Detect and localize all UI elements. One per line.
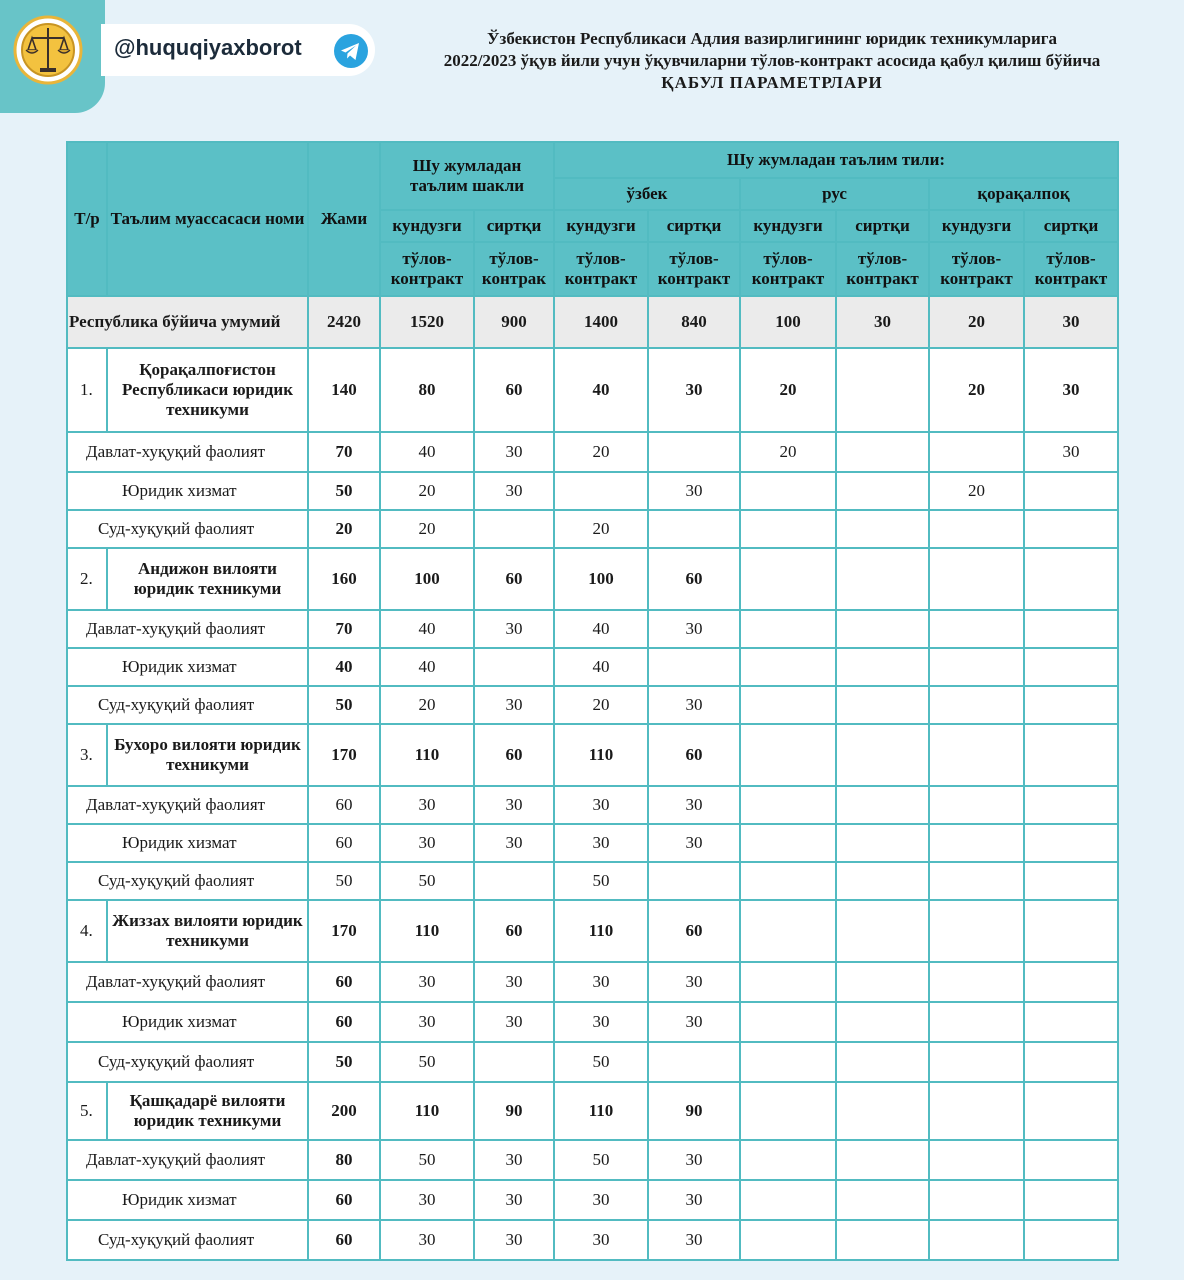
program-cell <box>836 610 929 648</box>
document-title <box>384 28 1160 94</box>
program-cell <box>1024 1220 1118 1260</box>
program-cell <box>740 1002 836 1042</box>
program-cell <box>1024 610 1118 648</box>
program-row <box>67 510 1118 548</box>
program-cell <box>648 648 740 686</box>
program-cell: 60 <box>308 1002 380 1042</box>
program-label: Суд-хуқуқий фаолият <box>67 686 308 724</box>
program-row <box>67 648 1118 686</box>
institution-name: Жиззах вилояти юридик техникуми <box>107 900 308 962</box>
institution-cell: 60 <box>474 900 554 962</box>
telegram-icon[interactable] <box>333 33 369 69</box>
total-row-label: Республика бўйича умумий <box>67 296 308 348</box>
program-cell <box>740 1140 836 1180</box>
col-header-ext: сиртқи <box>1024 210 1118 242</box>
program-cell <box>740 686 836 724</box>
program-cell: 50 <box>308 1042 380 1082</box>
institution-cell: 90 <box>648 1082 740 1140</box>
program-cell <box>929 686 1024 724</box>
program-cell <box>740 824 836 862</box>
col-header-lang-group: Шу жумладан таълим тили: <box>554 142 1118 178</box>
institution-cell: 110 <box>554 1082 648 1140</box>
institution-cell: 90 <box>474 1082 554 1140</box>
institution-cell: 200 <box>308 1082 380 1140</box>
program-cell <box>929 648 1024 686</box>
program-cell: 30 <box>380 1220 474 1260</box>
col-header-pay: тўлов-контрак <box>474 242 554 296</box>
institution-cell <box>1024 724 1118 786</box>
institution-cell: 60 <box>474 724 554 786</box>
col-header-pay: тўлов-контракт <box>648 242 740 296</box>
program-cell: 20 <box>380 510 474 548</box>
program-cell <box>474 510 554 548</box>
program-cell: 20 <box>554 510 648 548</box>
program-cell <box>929 786 1024 824</box>
institution-cell <box>929 724 1024 786</box>
col-header-form-group: Шу жумладан таълим шакли <box>380 142 554 210</box>
program-cell: 30 <box>474 824 554 862</box>
program-cell <box>740 610 836 648</box>
program-cell: 50 <box>380 862 474 900</box>
program-label: Юридик хизмат <box>67 472 308 510</box>
col-header-day: кундузги <box>929 210 1024 242</box>
program-cell: 20 <box>554 686 648 724</box>
institution-cell: 60 <box>648 724 740 786</box>
program-cell: 70 <box>308 432 380 472</box>
col-header-pay: тўлов-контракт <box>929 242 1024 296</box>
program-label: Суд-хуқуқий фаолият <box>67 1220 308 1260</box>
program-cell <box>474 862 554 900</box>
institution-cell <box>1024 1082 1118 1140</box>
total-cell: 30 <box>1024 296 1118 348</box>
program-cell: 30 <box>554 1002 648 1042</box>
institution-cell <box>929 900 1024 962</box>
institution-row <box>67 900 1118 962</box>
total-cell: 100 <box>740 296 836 348</box>
col-header-uzbek: ўзбек <box>554 178 740 210</box>
col-header-ext: сиртқи <box>474 210 554 242</box>
institution-number: 3. <box>67 724 107 786</box>
program-cell: 30 <box>474 786 554 824</box>
title-line-3: ҚАБУЛ ПАРАМЕТРЛАРИ <box>661 73 883 92</box>
program-cell: 30 <box>554 1180 648 1220</box>
total-cell: 20 <box>929 296 1024 348</box>
program-cell: 50 <box>308 472 380 510</box>
institution-cell <box>836 1082 929 1140</box>
program-cell: 30 <box>648 786 740 824</box>
program-cell: 30 <box>380 786 474 824</box>
program-cell: 60 <box>308 1220 380 1260</box>
program-cell <box>1024 1042 1118 1082</box>
channel-handle[interactable]: @huquqiyaxborot <box>114 35 302 60</box>
program-cell: 30 <box>648 472 740 510</box>
program-cell <box>836 1220 929 1260</box>
program-cell: 40 <box>380 432 474 472</box>
program-cell: 20 <box>380 686 474 724</box>
program-cell: 30 <box>648 1180 740 1220</box>
program-cell: 30 <box>554 1220 648 1260</box>
program-cell: 20 <box>554 432 648 472</box>
program-cell <box>1024 1002 1118 1042</box>
institution-cell: 20 <box>740 348 836 432</box>
program-label: Юридик хизмат <box>67 824 308 862</box>
program-label: Юридик хизмат <box>67 1180 308 1220</box>
program-cell: 30 <box>648 824 740 862</box>
program-cell: 50 <box>308 862 380 900</box>
institution-cell <box>740 548 836 610</box>
total-cell: 2420 <box>308 296 380 348</box>
program-cell <box>474 1042 554 1082</box>
institution-cell: 110 <box>380 724 474 786</box>
institution-cell: 60 <box>474 548 554 610</box>
program-label: Давлат-хуқуқий фаолият <box>67 962 308 1002</box>
program-label: Давлат-хуқуқий фаолият <box>67 610 308 648</box>
program-cell <box>740 1220 836 1260</box>
institution-cell <box>836 348 929 432</box>
program-label: Суд-хуқуқий фаолият <box>67 510 308 548</box>
col-header-ext: сиртқи <box>836 210 929 242</box>
institution-cell <box>740 724 836 786</box>
col-header-ext: сиртқи <box>648 210 740 242</box>
institution-cell: 60 <box>474 348 554 432</box>
program-cell: 30 <box>474 1140 554 1180</box>
total-cell: 900 <box>474 296 554 348</box>
program-cell: 30 <box>554 786 648 824</box>
program-cell: 30 <box>380 1180 474 1220</box>
program-cell: 30 <box>648 1002 740 1042</box>
total-row <box>67 296 1118 348</box>
program-label: Давлат-хуқуқий фаолият <box>67 432 308 472</box>
program-cell: 80 <box>308 1140 380 1180</box>
program-cell <box>740 648 836 686</box>
institution-name: Бухоро вилояти юридик техникуми <box>107 724 308 786</box>
total-cell: 30 <box>836 296 929 348</box>
program-row <box>67 786 1118 824</box>
program-row <box>67 610 1118 648</box>
program-cell: 40 <box>380 610 474 648</box>
institution-cell: 110 <box>554 724 648 786</box>
program-cell: 20 <box>740 432 836 472</box>
program-cell: 50 <box>554 1042 648 1082</box>
program-cell: 30 <box>648 686 740 724</box>
institution-cell: 110 <box>380 1082 474 1140</box>
institution-cell: 40 <box>554 348 648 432</box>
col-header-russian: рус <box>740 178 929 210</box>
program-cell <box>1024 510 1118 548</box>
program-cell <box>1024 472 1118 510</box>
program-cell <box>836 686 929 724</box>
program-row <box>67 1140 1118 1180</box>
institution-cell <box>1024 900 1118 962</box>
program-label: Суд-хуқуқий фаолият <box>67 862 308 900</box>
institution-cell <box>836 548 929 610</box>
program-cell: 30 <box>474 610 554 648</box>
program-row <box>67 962 1118 1002</box>
col-header-num: Т/р <box>67 142 107 296</box>
program-cell <box>1024 786 1118 824</box>
total-cell: 1400 <box>554 296 648 348</box>
institution-cell: 160 <box>308 548 380 610</box>
col-header-pay: тўлов-контракт <box>554 242 648 296</box>
col-header-karakalpak: қорақалпоқ <box>929 178 1118 210</box>
program-cell: 30 <box>648 962 740 1002</box>
institution-number: 1. <box>67 348 107 432</box>
institution-cell: 100 <box>380 548 474 610</box>
program-cell <box>836 510 929 548</box>
col-header-total: Жами <box>308 142 380 296</box>
program-cell <box>740 1180 836 1220</box>
program-cell: 50 <box>554 1140 648 1180</box>
program-cell: 30 <box>474 1002 554 1042</box>
brand-block <box>0 0 105 113</box>
program-cell: 60 <box>308 1180 380 1220</box>
program-cell: 30 <box>648 610 740 648</box>
justice-emblem-icon <box>12 14 84 86</box>
total-cell: 1520 <box>380 296 474 348</box>
program-cell <box>836 1140 929 1180</box>
program-cell: 70 <box>308 610 380 648</box>
program-cell: 60 <box>308 786 380 824</box>
program-cell <box>929 1002 1024 1042</box>
program-cell <box>836 1002 929 1042</box>
program-cell <box>740 862 836 900</box>
program-cell <box>836 1180 929 1220</box>
institution-row <box>67 1082 1118 1140</box>
program-row <box>67 1042 1118 1082</box>
program-cell: 50 <box>554 862 648 900</box>
program-cell: 50 <box>380 1140 474 1180</box>
program-row <box>67 1220 1118 1260</box>
institution-cell: 170 <box>308 724 380 786</box>
program-label: Юридик хизмат <box>67 1002 308 1042</box>
institution-name: Андижон вилояти юридик техникуми <box>107 548 308 610</box>
institution-name: Қорақалпоғистон Республикаси юридик техникуми <box>107 348 308 432</box>
program-row <box>67 824 1118 862</box>
title-line-2: 2022/2023 ўқув йили учун ўқувчиларни тўлов-контракт асосида қабул қилиш бўйича <box>443 51 1101 70</box>
title-line-1: Ўзбекистон Республикаси Адлия вазирлигининг юридик техникумларига <box>487 29 1057 48</box>
program-cell <box>929 432 1024 472</box>
program-cell: 30 <box>474 472 554 510</box>
program-cell: 30 <box>474 962 554 1002</box>
program-cell <box>929 1180 1024 1220</box>
admission-table <box>66 141 1119 1261</box>
institution-cell <box>740 1082 836 1140</box>
program-label: Суд-хуқуқий фаолият <box>67 1042 308 1082</box>
program-cell <box>929 1042 1024 1082</box>
program-cell <box>1024 962 1118 1002</box>
institution-cell: 60 <box>648 548 740 610</box>
institution-row <box>67 724 1118 786</box>
program-cell <box>929 510 1024 548</box>
program-cell: 30 <box>648 1140 740 1180</box>
program-cell: 20 <box>308 510 380 548</box>
program-cell <box>740 510 836 548</box>
program-cell <box>836 1042 929 1082</box>
program-cell <box>836 862 929 900</box>
program-cell: 30 <box>474 1220 554 1260</box>
col-header-day: кундузги <box>380 210 474 242</box>
program-cell <box>554 472 648 510</box>
program-cell <box>836 648 929 686</box>
program-cell <box>740 962 836 1002</box>
program-cell: 20 <box>380 472 474 510</box>
program-cell: 30 <box>1024 432 1118 472</box>
program-cell: 30 <box>554 824 648 862</box>
program-cell: 60 <box>308 824 380 862</box>
institution-number: 4. <box>67 900 107 962</box>
institution-cell: 60 <box>648 900 740 962</box>
program-cell <box>474 648 554 686</box>
program-label: Юридик хизмат <box>67 648 308 686</box>
institution-cell: 80 <box>380 348 474 432</box>
program-row <box>67 472 1118 510</box>
program-cell: 30 <box>648 1220 740 1260</box>
program-cell <box>929 1220 1024 1260</box>
institution-cell: 30 <box>648 348 740 432</box>
institution-row <box>67 348 1118 432</box>
col-header-day: кундузги <box>554 210 648 242</box>
institution-cell <box>836 724 929 786</box>
program-cell <box>1024 824 1118 862</box>
institution-cell: 100 <box>554 548 648 610</box>
institution-cell <box>929 1082 1024 1140</box>
program-cell <box>836 472 929 510</box>
institution-name: Қашқадарё вилояти юридик техникуми <box>107 1082 308 1140</box>
col-header-day: кундузги <box>740 210 836 242</box>
program-row <box>67 1002 1118 1042</box>
col-header-pay: тўлов-контракт <box>836 242 929 296</box>
institution-cell: 30 <box>1024 348 1118 432</box>
col-header-pay: тўлов-контракт <box>1024 242 1118 296</box>
program-cell: 30 <box>474 686 554 724</box>
program-cell <box>836 786 929 824</box>
institution-cell <box>1024 548 1118 610</box>
channel-handle-badge[interactable] <box>101 24 375 76</box>
program-cell <box>740 472 836 510</box>
program-cell <box>836 824 929 862</box>
col-header-pay: тўлов-контракт <box>380 242 474 296</box>
program-cell: 50 <box>380 1042 474 1082</box>
program-cell: 40 <box>554 648 648 686</box>
col-header-pay: тўлов-контракт <box>740 242 836 296</box>
program-cell: 30 <box>554 962 648 1002</box>
institution-number: 2. <box>67 548 107 610</box>
program-cell <box>740 786 836 824</box>
program-cell <box>836 432 929 472</box>
program-cell <box>648 432 740 472</box>
program-cell <box>929 610 1024 648</box>
program-cell <box>929 962 1024 1002</box>
program-cell: 40 <box>380 648 474 686</box>
program-cell <box>929 824 1024 862</box>
program-cell: 30 <box>380 824 474 862</box>
program-label: Давлат-хуқуқий фаолият <box>67 786 308 824</box>
program-cell: 30 <box>380 1002 474 1042</box>
institution-cell: 110 <box>380 900 474 962</box>
program-cell <box>740 1042 836 1082</box>
program-cell <box>1024 1180 1118 1220</box>
col-header-name: Таълим муассасаси номи <box>107 142 308 296</box>
institution-cell: 110 <box>554 900 648 962</box>
institution-cell: 20 <box>929 348 1024 432</box>
total-cell: 840 <box>648 296 740 348</box>
institution-cell: 170 <box>308 900 380 962</box>
program-cell <box>648 1042 740 1082</box>
program-cell: 30 <box>474 1180 554 1220</box>
program-row <box>67 862 1118 900</box>
program-cell: 30 <box>474 432 554 472</box>
program-cell <box>1024 1140 1118 1180</box>
institution-row <box>67 548 1118 610</box>
program-cell <box>836 962 929 1002</box>
program-cell: 60 <box>308 962 380 1002</box>
program-cell: 20 <box>929 472 1024 510</box>
program-row <box>67 686 1118 724</box>
program-label: Давлат-хуқуқий фаолият <box>67 1140 308 1180</box>
table-body <box>67 296 1118 1260</box>
program-cell <box>648 510 740 548</box>
program-row <box>67 432 1118 472</box>
institution-cell: 140 <box>308 348 380 432</box>
program-cell: 50 <box>308 686 380 724</box>
program-cell <box>1024 648 1118 686</box>
program-cell <box>929 1140 1024 1180</box>
program-cell: 30 <box>380 962 474 1002</box>
program-cell <box>648 862 740 900</box>
program-cell <box>929 862 1024 900</box>
program-cell: 40 <box>308 648 380 686</box>
institution-number: 5. <box>67 1082 107 1140</box>
program-row <box>67 1180 1118 1220</box>
program-cell: 40 <box>554 610 648 648</box>
program-cell <box>1024 686 1118 724</box>
institution-cell <box>836 900 929 962</box>
institution-cell <box>740 900 836 962</box>
institution-cell <box>929 548 1024 610</box>
program-cell <box>1024 862 1118 900</box>
